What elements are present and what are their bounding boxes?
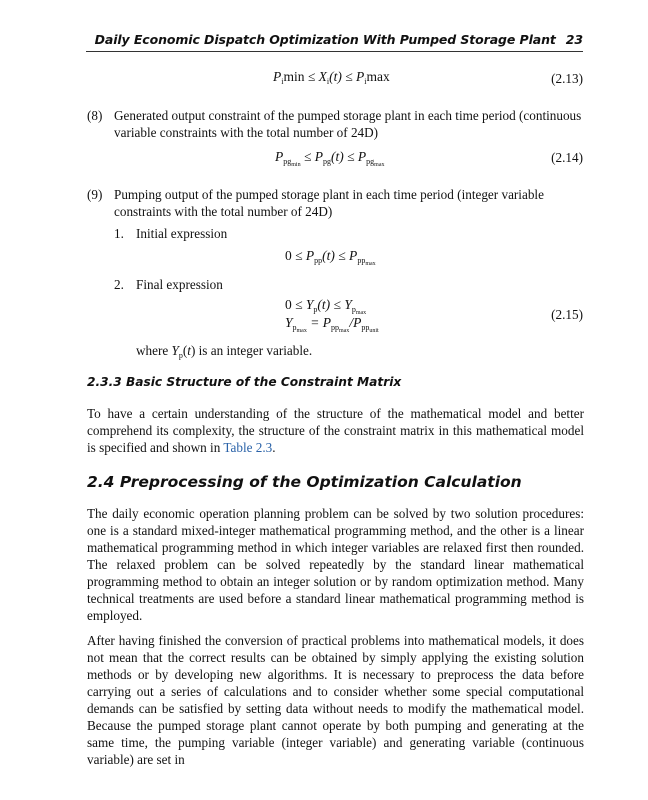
paragraph-text-before-link: To have a certain understanding of the structure of the mathematical model and better comprehend its complexity, the structure of the constraint matrix in this mathematical model is specified and shown in [87,406,584,455]
equation-2-15-line-2: $Y_{p_{max}} = P_{pp_{max}}/P_{pp_{unit}}$ [285,315,379,334]
equation-number-2-13: (2.13) [551,71,583,86]
section-2-3-3-heading: 2.3.3 Basic Structure of the Constraint Matrix [87,375,402,389]
where-suffix: is an integer variable. [195,343,313,358]
header-rule [86,51,583,52]
equation-2-15-line-1: $0 \le Y_p(t) \le Y_{p_{max}}$ [285,297,367,316]
section-2-4-paragraph-1: The daily economic operation planning problem can be solved by two solution procedures: one is a standard mixed-integer mathematical programming method, and the other is a linear mathematical programming method in which integer variables are relaxed first then rounded. The relaxed problem can be solved repeatedly by the standard linear mathematical programming method to obtain an integer solution or by random optimization method. Many technical treatments are used before a standard linear mathematical programming method is employed. [87,506,584,623]
where-prefix: where [136,343,172,358]
where-clause: where $Y_p(t)$ is an integer variable. [136,343,313,360]
item-8-text: Generated output constraint of the pumped storage plant in each time period (continuous variable constraints with the total number of 24D) [114,108,582,140]
item-9-number: (9) [87,187,103,202]
running-title: Daily Economic Dispatch Optimization With Pumped Storage Plant [94,32,556,47]
item-8-number: (8) [87,108,103,123]
subitem-1-text: Initial expression [136,226,228,241]
subitem-2-text: Final expression [136,277,223,292]
item-9-text: Pumping output of the pumped storage plant in each time period (integer variable constraints with the total number of 24D) [114,187,544,219]
page-number: 23 [565,32,583,47]
paragraph-text-after-link: . [272,440,276,455]
equation-2-13: $P_i\min \le X_i(t) \le P_i\max$ [273,69,390,86]
equation-2-14: $P_{pg_{min}} \le P_{pg}(t) \le P_{pg_{max}}$ [275,149,385,168]
equation-number-2-14: (2.14) [551,150,583,165]
equation-number-2-15: (2.15) [551,307,583,322]
subitem-1-number: 1. [114,226,124,241]
equation-initial-expression: $0 \le P_{pp}(t) \le P_{pp_{max}}$ [285,248,376,267]
table-2-3-link[interactable]: Table 2.3 [223,440,273,455]
section-2-4-paragraph-2: After having finished the conversion of practical problems into mathematical models, it does not mean that the correct results can be obtained by simply applying the existing solution methods or by developing new algorithms. It is necessary to preprocess the data before carrying out a series of calculations and to consider whether some special computational demands can be satisfied by setting data without needs to modify the mathematical model. Because the pumped storage plant cannot operate by both pumping and generating at the same time, the pumping variable (integer variable) and generating variable (continuous variable) are set in [87,633,584,767]
subitem-2-number: 2. [114,277,124,292]
section-2-3-3-paragraph [87,405,584,456]
running-header [0,32,583,47]
section-2-4-heading: 2.4 Preprocessing of the Optimization Calculation [87,473,522,491]
